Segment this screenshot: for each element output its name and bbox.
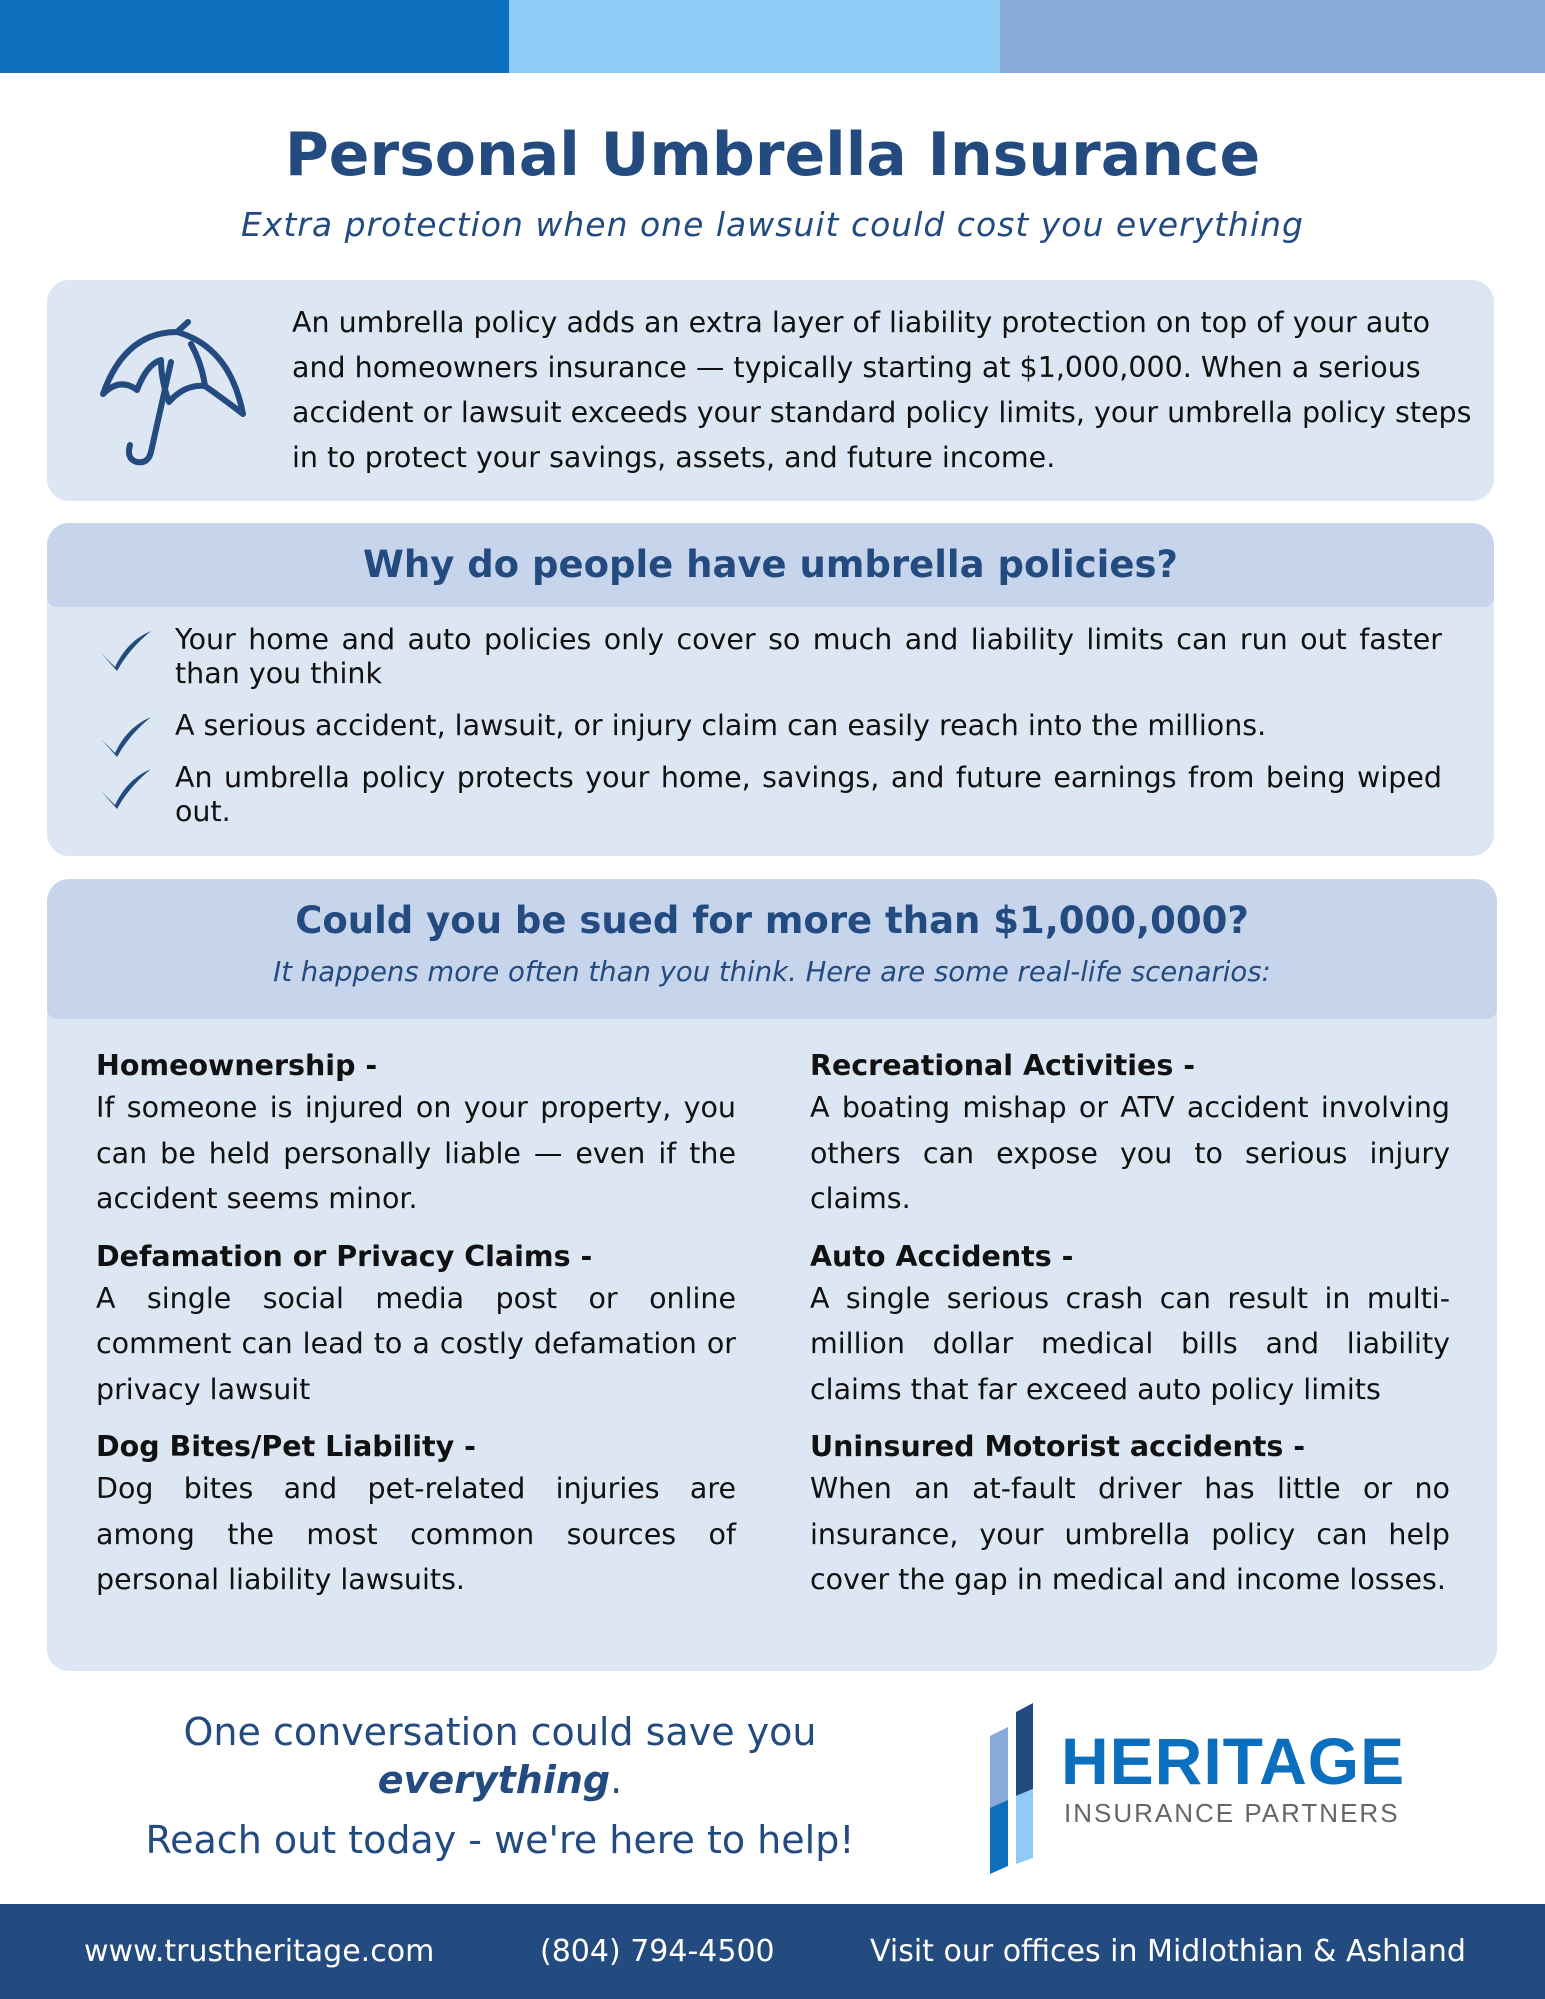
scenario-body: A single social media post or online comment can lead to a costly defamation or privacy lawsuit (96, 1281, 736, 1406)
checkmark-icon (97, 627, 153, 675)
checkmark-icon (97, 765, 153, 813)
footer-phone[interactable]: (804) 794-4500 (540, 1934, 775, 1969)
scenario-body: If someone is injured on your property, you can be held personally liable — even if the accident seems minor. (96, 1091, 736, 1215)
scenario-dog-bites (96, 1428, 736, 1603)
logo-mark-icon (988, 1700, 1048, 1878)
scenarios-left-column (96, 1047, 736, 1619)
page-subtitle: Extra protection when one lawsuit could cost you everything (240, 205, 1305, 244)
footer-offices: Visit our offices in Midlothian & Ashland (870, 1934, 1466, 1969)
scenario-auto-accidents (810, 1238, 1450, 1413)
footer-bar (0, 1904, 1545, 1999)
scenario-title: Recreational Activities - (810, 1049, 1196, 1082)
scenario-title: Auto Accidents - (810, 1239, 1074, 1273)
why-heading: Why do people have umbrella policies? (47, 523, 1494, 607)
cta-line2: Reach out today - we're here to help! (145, 1818, 855, 1862)
cta-line1: One conversation could save you (183, 1710, 817, 1754)
scenario-uninsured-motorist (810, 1428, 1450, 1603)
intro-text: An umbrella policy adds an extra layer of liability protection on top of your auto and homeowners insurance — typically starting at $1,000,000. When a serious accident or lawsuit exceeds your standard policy limits, your umbrella policy steps in to protect your savings, assets, and future income. (292, 306, 1472, 474)
checkmark-icon (97, 713, 153, 761)
scenario-body: A boating mishap or ATV accident involving others can expose you to serious injury claims. (810, 1091, 1450, 1215)
cta-emphasis: everything (377, 1758, 611, 1802)
page-title: Personal Umbrella Insurance (284, 120, 1261, 190)
scenario-body: A single serious crash can result in multi-million dollar medical bills and liability claims that far exceed auto policy limits (810, 1281, 1450, 1406)
scenario-defamation (96, 1238, 736, 1413)
top-bar-segment-periwinkle (1000, 0, 1545, 73)
logo-name: HERITAGE (1061, 1724, 1406, 1798)
top-color-bar (0, 0, 1545, 73)
scenario-body: When an at-fault driver has little or no insurance, your umbrella policy can help cover the gap in medical and income losses. (810, 1472, 1450, 1596)
scenario-homeownership (96, 1047, 736, 1222)
reason-item (47, 761, 1494, 829)
scenario-body: Dog bites and pet-related injuries are among the most common sources of personal liability lawsuits. (96, 1472, 736, 1596)
umbrella-icon (85, 302, 260, 477)
reasons-list (47, 623, 1494, 829)
scenarios-heading: Could you be sued for more than $1,000,000? (295, 899, 1249, 942)
reason-item (47, 709, 1494, 743)
scenario-title: Homeownership - (96, 1049, 378, 1082)
logo-tagline: INSURANCE PARTNERS (1064, 1798, 1400, 1828)
scenarios-panel (47, 879, 1497, 1671)
reason-item (47, 623, 1494, 691)
reason-text: A serious accident, lawsuit, or injury claim can easily reach into the millions. (175, 709, 1267, 742)
intro-panel (47, 280, 1494, 501)
why-panel (47, 523, 1494, 856)
scenarios-right-column (810, 1047, 1450, 1619)
reason-text: An umbrella policy protects your home, savings, and future earnings from being wiped out. (175, 761, 1442, 828)
scenarios-header (47, 879, 1497, 1019)
reason-text: Your home and auto policies only cover so much and liability limits can run out faster than you think (175, 623, 1442, 690)
scenario-title: Dog Bites/Pet Liability - (96, 1430, 476, 1463)
top-bar-segment-light (509, 0, 1000, 73)
scenario-title: Defamation or Privacy Claims - (96, 1239, 593, 1273)
scenario-title: Uninsured Motorist accidents - (810, 1430, 1306, 1463)
heritage-logo (988, 1700, 1408, 1878)
scenarios-subheading: It happens more often than you think. Here are some real-life scenarios: (273, 956, 1271, 988)
top-bar-segment-dark (0, 0, 509, 73)
scenario-recreational (810, 1047, 1450, 1222)
cta-period: . (610, 1758, 623, 1802)
cta-message (100, 1708, 900, 1804)
footer-website-link[interactable]: www.trustheritage.com (84, 1934, 435, 1969)
